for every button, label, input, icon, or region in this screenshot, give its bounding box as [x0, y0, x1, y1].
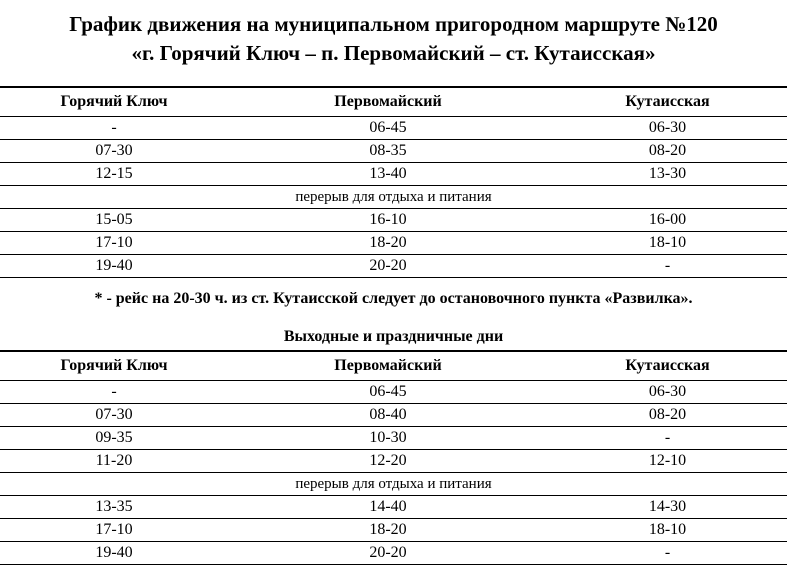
weekday-schedule-body	[0, 87, 787, 278]
cell-kutaisskaya: 18-10	[548, 519, 787, 542]
table-row	[0, 255, 787, 278]
column-header-pervomayskiy: Первомайский	[228, 87, 548, 117]
cell-goryachiy-klyuch: 13-35	[0, 496, 228, 519]
table-row	[0, 209, 787, 232]
weekend-schedule-body	[0, 351, 787, 565]
cell-pervomayskiy: 20-20	[228, 542, 548, 565]
document-title-line-2: «г. Горячий Ключ – п. Первомайский – ст. Кутаисская»	[131, 41, 656, 65]
column-header-pervomayskiy: Первомайский	[228, 351, 548, 381]
table-row	[0, 404, 787, 427]
cell-pervomayskiy: 08-40	[228, 404, 548, 427]
cell-goryachiy-klyuch: -	[0, 381, 228, 404]
table-row	[0, 140, 787, 163]
cell-goryachiy-klyuch: 07-30	[0, 404, 228, 427]
cell-pervomayskiy: 20-20	[228, 255, 548, 278]
cell-pervomayskiy: 08-35	[228, 140, 548, 163]
cell-pervomayskiy: 12-20	[228, 450, 548, 473]
table-row	[0, 381, 787, 404]
break-label: перерыв для отдыха и питания	[0, 186, 787, 209]
cell-kutaisskaya: 18-10	[548, 232, 787, 255]
cell-kutaisskaya: 08-20	[548, 404, 787, 427]
cell-goryachiy-klyuch: 07-30	[0, 140, 228, 163]
cell-pervomayskiy: 18-20	[228, 232, 548, 255]
cell-kutaisskaya: 16-00	[548, 209, 787, 232]
cell-pervomayskiy: 18-20	[228, 519, 548, 542]
cell-pervomayskiy: 06-45	[228, 117, 548, 140]
cell-goryachiy-klyuch: 09-35	[0, 427, 228, 450]
break-label: перерыв для отдыха и питания	[0, 473, 787, 496]
cell-pervomayskiy: 13-40	[228, 163, 548, 186]
table-row	[0, 427, 787, 450]
table-row	[0, 496, 787, 519]
cell-kutaisskaya: 14-30	[548, 496, 787, 519]
cell-goryachiy-klyuch: 19-40	[0, 255, 228, 278]
table-row	[0, 117, 787, 140]
cell-goryachiy-klyuch: 17-10	[0, 519, 228, 542]
cell-pervomayskiy: 16-10	[228, 209, 548, 232]
weekend-schedule-table	[0, 350, 787, 565]
cell-pervomayskiy: 10-30	[228, 427, 548, 450]
table-row	[0, 450, 787, 473]
footnote: * - рейс на 20-30 ч. из ст. Кутаисской следует до остановочного пункта «Развилка».	[94, 290, 693, 307]
cell-goryachiy-klyuch: -	[0, 117, 228, 140]
column-header-goryachiy-klyuch: Горячий Ключ	[0, 87, 228, 117]
cell-goryachiy-klyuch: 12-15	[0, 163, 228, 186]
column-header-goryachiy-klyuch: Горячий Ключ	[0, 351, 228, 381]
header-row	[0, 351, 787, 381]
cell-kutaisskaya: 12-10	[548, 450, 787, 473]
cell-goryachiy-klyuch: 17-10	[0, 232, 228, 255]
cell-kutaisskaya: 06-30	[548, 117, 787, 140]
column-header-kutaisskaya: Кутаисская	[548, 87, 787, 117]
document-title-line-1: График движения на муниципальном пригородном маршруте №120	[69, 12, 718, 36]
header-row	[0, 87, 787, 117]
cell-kutaisskaya: 13-30	[548, 163, 787, 186]
cell-kutaisskaya: -	[548, 427, 787, 450]
break-row	[0, 186, 787, 209]
weekday-schedule-table	[0, 86, 787, 278]
cell-goryachiy-klyuch: 11-20	[0, 450, 228, 473]
cell-kutaisskaya: -	[548, 542, 787, 565]
column-header-kutaisskaya: Кутаисская	[548, 351, 787, 381]
cell-kutaisskaya: -	[548, 255, 787, 278]
cell-kutaisskaya: 08-20	[548, 140, 787, 163]
cell-goryachiy-klyuch: 15-05	[0, 209, 228, 232]
cell-pervomayskiy: 06-45	[228, 381, 548, 404]
table-row	[0, 519, 787, 542]
cell-goryachiy-klyuch: 19-40	[0, 542, 228, 565]
weekend-section-heading: Выходные и праздничные дни	[283, 328, 504, 345]
cell-kutaisskaya: 06-30	[548, 381, 787, 404]
table-row	[0, 232, 787, 255]
table-row	[0, 542, 787, 565]
cell-pervomayskiy: 14-40	[228, 496, 548, 519]
break-row	[0, 473, 787, 496]
table-row	[0, 163, 787, 186]
